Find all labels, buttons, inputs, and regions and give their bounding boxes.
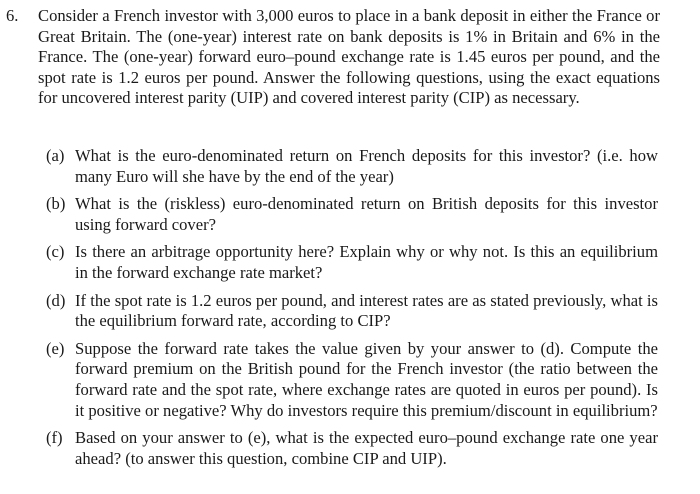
part-text: Is there an arbitrage opportunity here? Explain why or why not. Is this an equilibrium in the forward exchange rate market? (75, 242, 658, 282)
question-6 (6, 6, 660, 109)
question-text: Consider a French investor with 3,000 euros to place in a bank deposit in either the France or Great Britain. The (one-year) interest rate on bank deposits is 1% in Britain and 6% in the France. The (one-year) forward euro–pound exchange rate is 1.45 euros per pound, and the spot rate is 1.2 euros per pound. Answer the following questions, using the exact equations for uncovered interest parity (UIP) and covered interest parity (CIP) as necessary. (38, 6, 660, 108)
part-f (46, 428, 658, 469)
part-text: What is the euro-denominated return on French deposits for this investor? (i.e. how many Euro will she have by the end of the year) (75, 146, 658, 186)
part-text: Suppose the forward rate takes the value given by your answer to (d). Compute the forward premium on the British pound for the French investor (the ratio between the forward rate and the spot rate, where exchange rates are quoted in euros per pound). Is it positive or negative? Why do investors require this premium/discount in equilibrium? (75, 338, 658, 420)
part-b (46, 194, 658, 235)
part-label: (e) (46, 338, 65, 358)
part-label: (d) (46, 290, 66, 310)
part-label: (b) (46, 194, 66, 214)
part-d (46, 291, 658, 332)
part-a (46, 146, 658, 187)
part-text: What is the (riskless) euro-denominated return on British deposits for this investor using forward cover? (75, 194, 658, 234)
part-e (46, 339, 658, 421)
part-label: (f) (46, 428, 63, 448)
part-label: (a) (46, 146, 65, 165)
question-number: 6. (6, 6, 19, 25)
part-text: Based on your answer to (e), what is the expected euro–pound exchange rate one year ahead? (to answer this question, combine CIP and UIP). (75, 428, 658, 468)
question-parts (46, 146, 658, 476)
part-label: (c) (46, 242, 65, 262)
part-text: If the spot rate is 1.2 euros per pound, and interest rates are as stated previously, what is the equilibrium forward rate, according to CIP? (75, 290, 658, 331)
part-c (46, 242, 658, 283)
